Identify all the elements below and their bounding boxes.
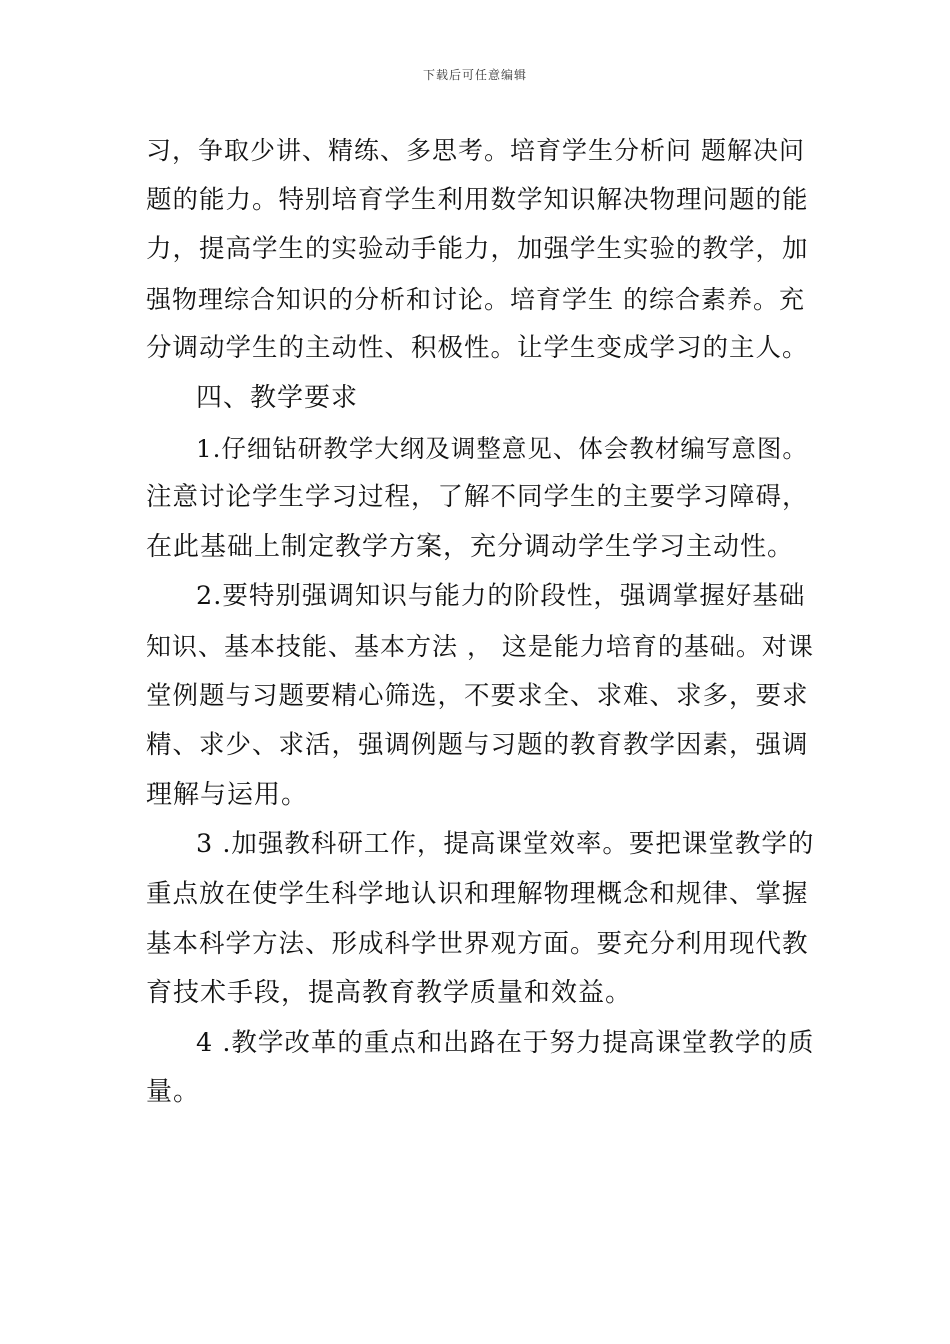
text-line: 题的能力。特别培育学生利用数学知识解决物理问题的能 [146,184,809,215]
text-line: 堂例题与习题要精心筛选，不要求全、求难、求多，要求 [146,680,809,711]
text-line: 量。 [146,1077,201,1108]
text-line: 3 .加强教科研工作，提高课堂效率。要把课堂教学的 [196,829,815,860]
text-line: 分调动学生的主动性、积极性。让学生变成学习的主人。 [146,333,809,364]
text-line: 重点放在使学生科学地认识和理解物理概念和规律、掌握 [146,878,809,909]
text-line: 2.要特别强调知识与能力的阶段性，强调掌握好基础 [196,581,806,612]
text-line: 理解与运用。 [146,779,309,810]
page-header: 下载后可任意编辑 [422,68,527,82]
text-line: 育技术手段，提高教育教学质量和效益。 [146,978,633,1009]
text-line: 力，提高学生的实验动手能力，加强学生实验的教学，加 [146,234,809,265]
text-line: 1.仔细钻研教学大纲及调整意见、体会教材编写意图。 [196,433,808,463]
text-line: 在此基础上制定教学方案，充分调动学生学习主动性。 [146,531,795,562]
text-line: 习，争取少讲、精练、多思考。培育学生分析问 题解决问 [146,136,805,165]
text-line: 注意讨论学生学习过程，了解不同学生的主要学习障碍， [146,482,809,513]
text-line: 精、求少、求活，强调例题与习题的教育教学因素，强调 [146,730,809,761]
text-line: 知识、基本技能、基本方法 ， 这是能力培育的基础。对课 [146,631,814,661]
text-line: 基本科学方法、形成科学世界观方面。要充分利用现代教 [146,928,809,959]
section-heading: 四、教学要求 [196,382,359,413]
text-line: 强物理综合知识的分析和讨论。培育学生 的综合素养。充 [146,284,805,314]
document-body [146,126,816,1118]
text-line: 4 .教学改革的重点和出路在于努力提高课堂教学的质 [196,1027,815,1058]
